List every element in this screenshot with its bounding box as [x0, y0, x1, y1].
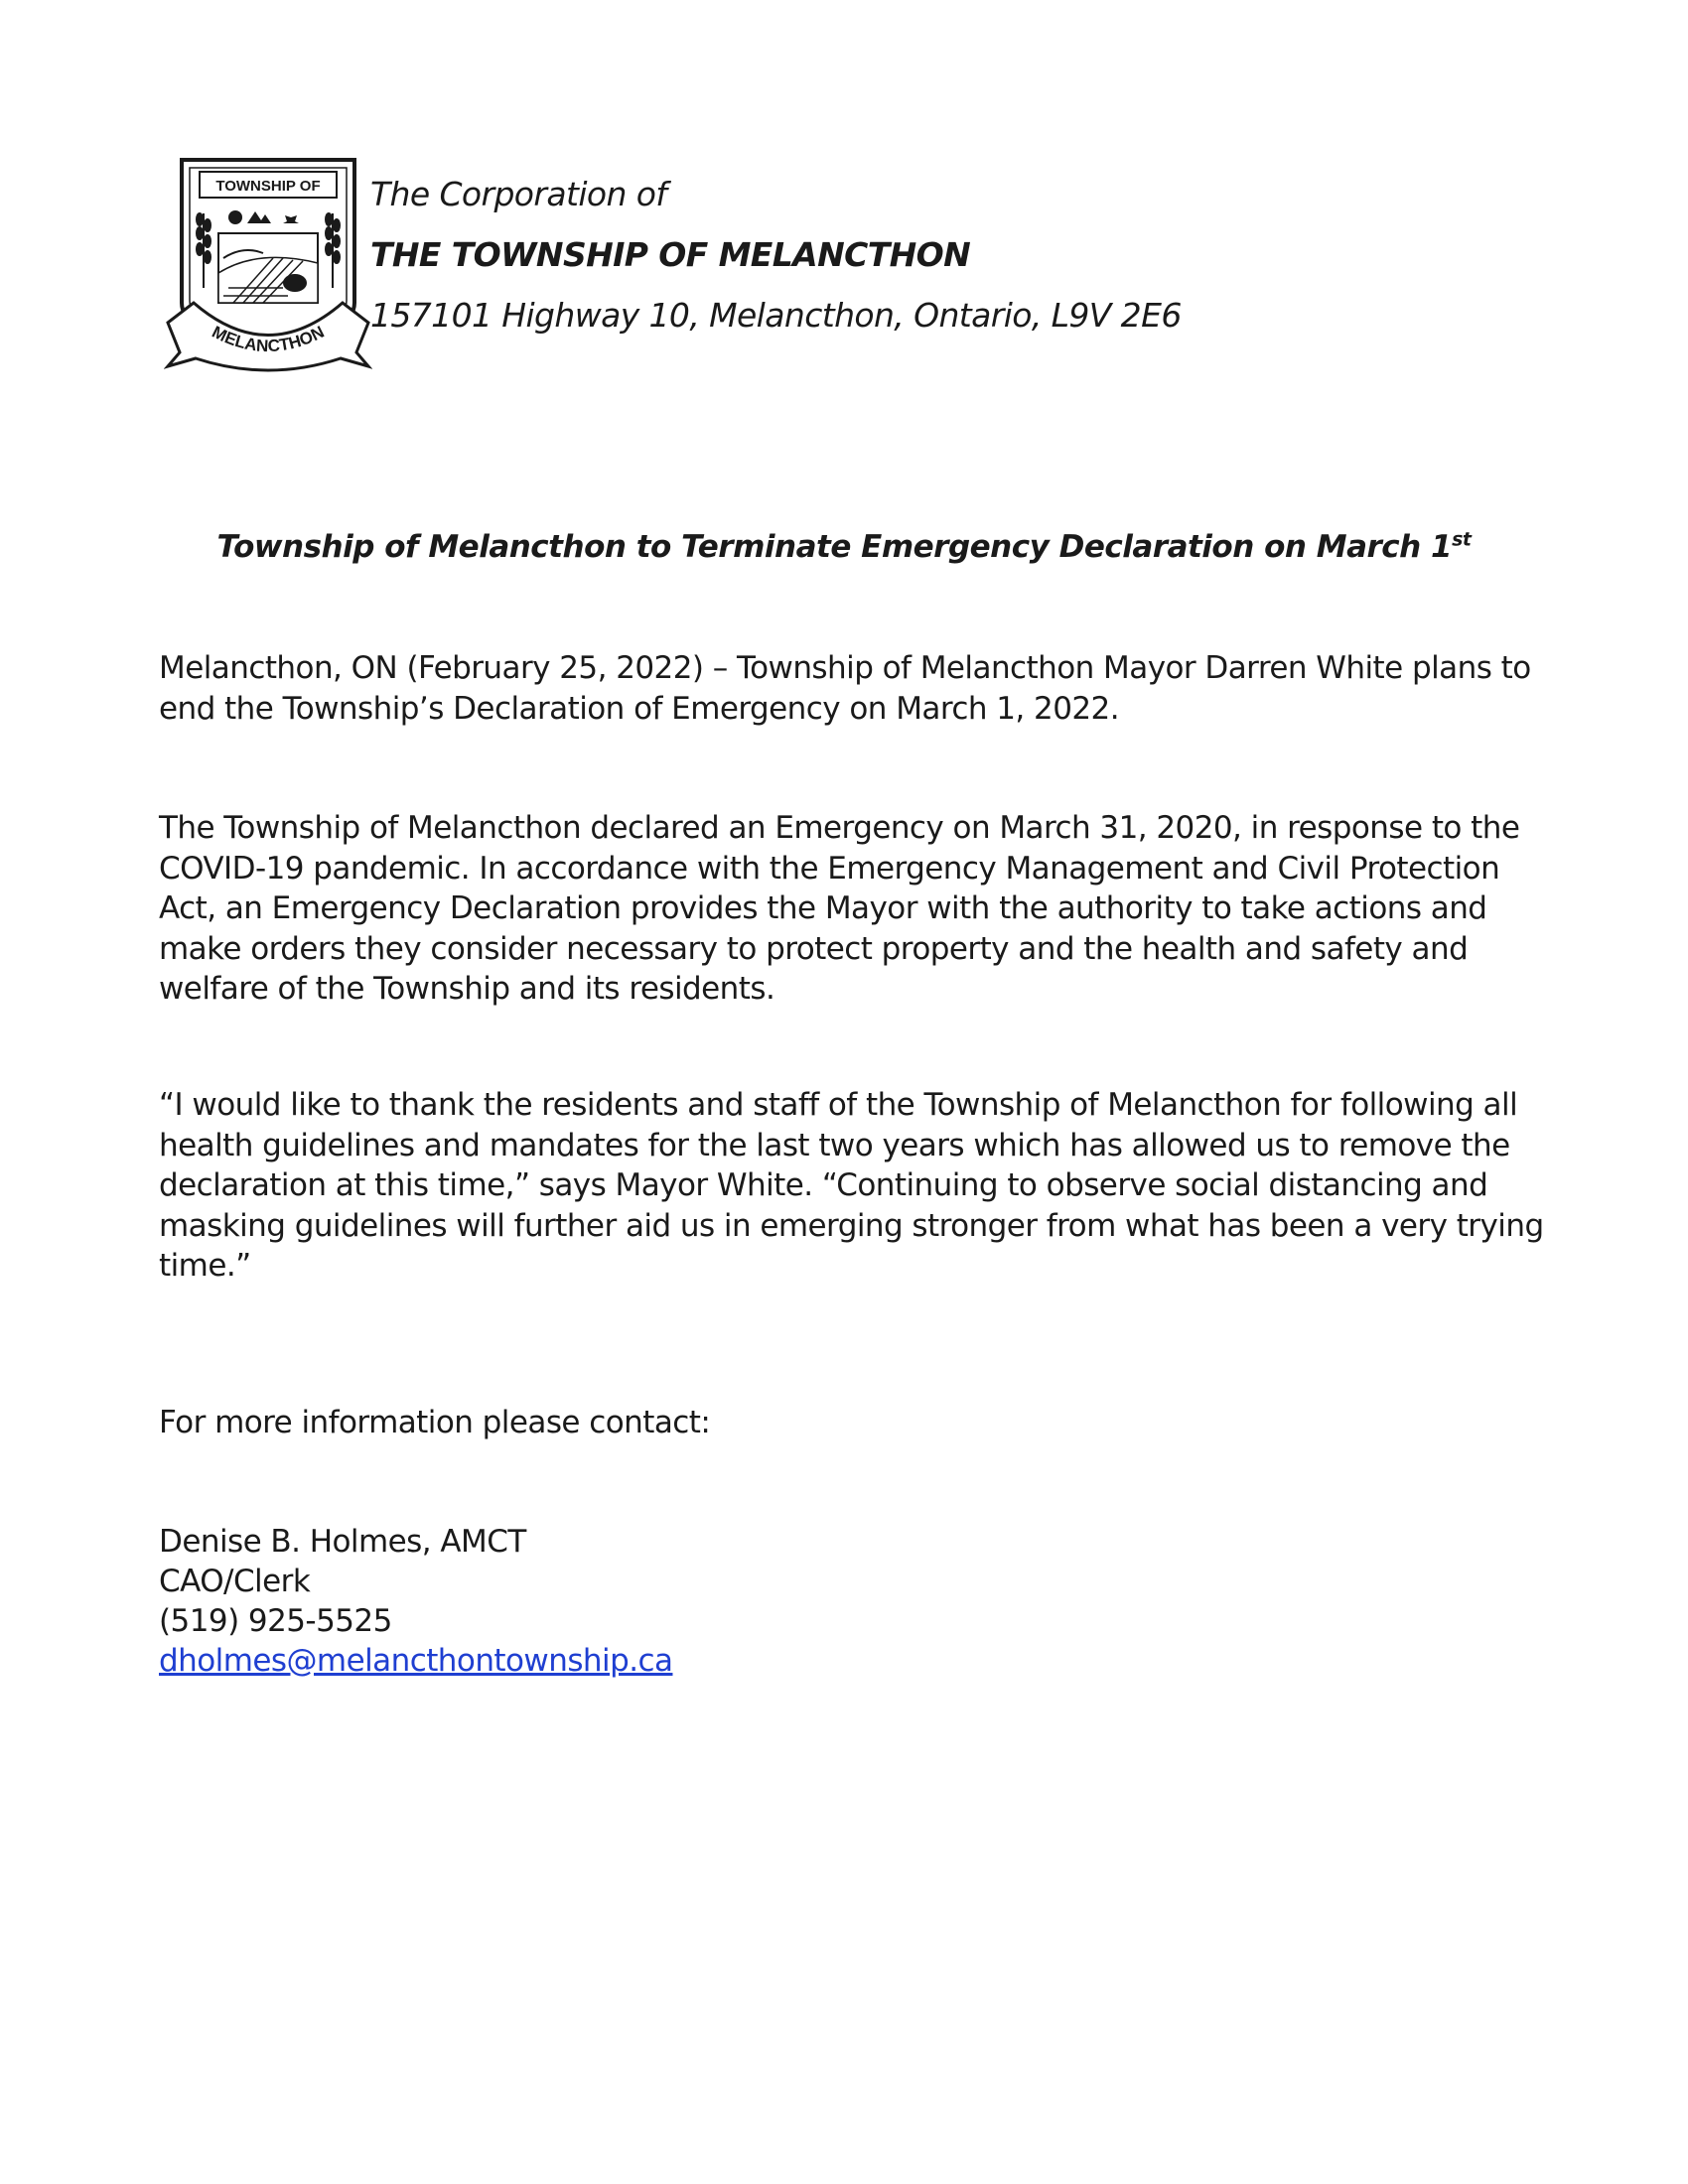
township-name: THE TOWNSHIP OF MELANCTHON [370, 235, 971, 274]
crest-top-text: TOWNSHIP OF [215, 178, 321, 195]
letterhead-text [370, 164, 1182, 345]
contact-block [159, 1482, 672, 1681]
contact-title: CAO/Clerk [159, 1564, 311, 1599]
paragraph-announcement: Melancthon, ON (February 25, 2022) – Township of Melancthon Mayor Darren White plans to end the Township’s Declaration of Emergency on March 1, 2022. [159, 650, 1531, 727]
township-address: 157101 Highway 10, Melancthon, Ontario, L9V 2E6 [370, 296, 1182, 335]
paragraph-mayor-quote: “I would like to thank the residents and staff of the Township of Melancthon for following all health guidelines and mandates for the last two years which has allowed us to remove the declaration at this time,” says Mayor White. “Continuing to observe social distancing and masking guidelines will further aid us in emerging stronger from what has been a very trying time.” [159, 1087, 1544, 1284]
corporation-line: The Corporation of [370, 175, 667, 213]
crest-bottom-text: MELANCTHON [209, 322, 328, 356]
paragraph-background: The Township of Melancthon declared an Emergency on March 31, 2020, in response to the COVID-19 pandemic. In accordance with the Emergency Management and Civil Protection Act, an Emergency Declaration provides the Mayor with the authority to take actions and make orders they consider necessary to protect property and the health and safety and welfare of the Township and its residents. [159, 810, 1520, 1007]
contact-name: Denise B. Holmes, AMCT [159, 1524, 526, 1560]
press-release-headline [0, 529, 1688, 565]
headline-text: Township of Melancthon to Terminate Emergency Declaration on March 1 [216, 529, 1453, 565]
contact-email-link[interactable]: dholmes@melancthontownship.ca [159, 1643, 673, 1679]
headline-ordinal-suffix: st [1452, 528, 1472, 551]
letterhead [164, 154, 1182, 382]
paragraph-contact-intro: For more information please contact: [159, 1405, 711, 1440]
township-crest-logo [164, 154, 372, 372]
contact-phone: (519) 925-5525 [159, 1603, 392, 1639]
